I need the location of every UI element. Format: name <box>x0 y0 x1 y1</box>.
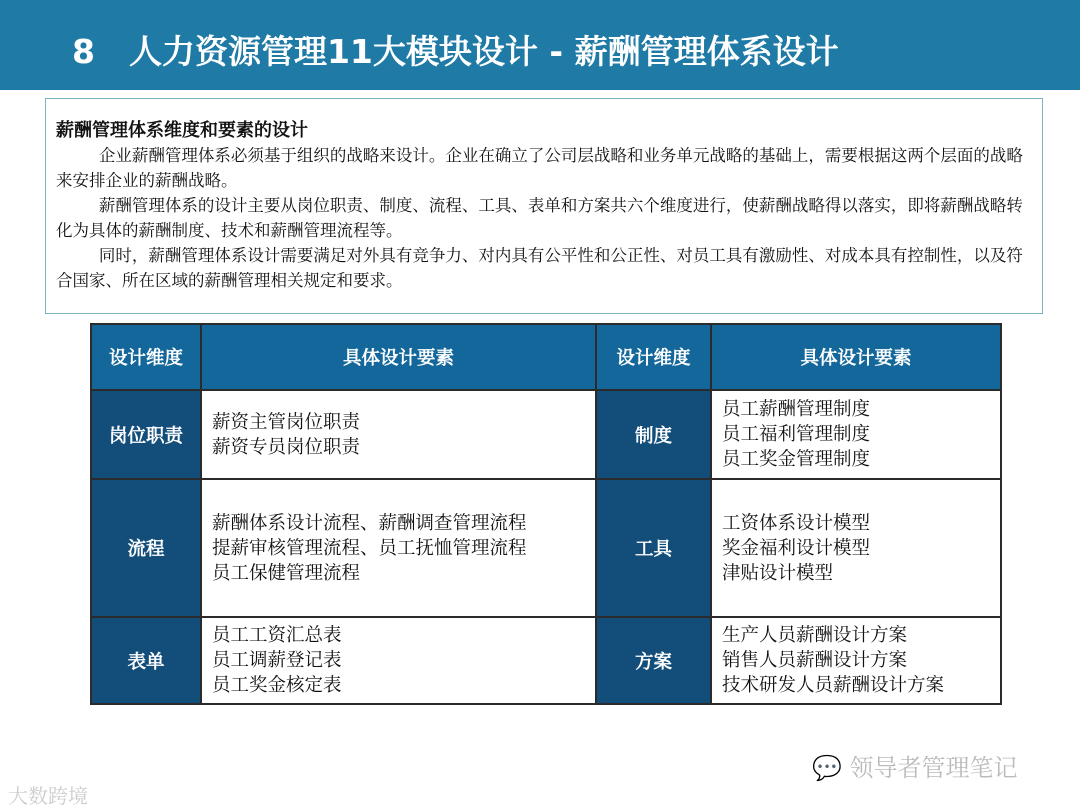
dimension-cell: 表单 <box>91 617 201 704</box>
intro-paragraph: 薪酬管理体系的设计主要从岗位职责、制度、流程、工具、表单和方案共六个维度进行，使薪酬战略得以落实，即将薪酬战略转化为具体的薪酬制度、技术和薪酬管理流程等。 <box>56 196 1023 240</box>
intro-paragraph: 同时，薪酬管理体系设计需要满足对外具有竞争力、对内具有公平性和公正性、对员工具有激励性、对成本具有控制性，以及符合国家、所在区域的薪酬管理相关规定和要求。 <box>56 246 1023 290</box>
elements-cell: 工资体系设计模型 奖金福利设计模型 津贴设计模型 <box>711 479 1001 617</box>
elements-cell: 员工薪酬管理制度 员工福利管理制度 员工奖金管理制度 <box>711 390 1001 479</box>
dimension-cell: 方案 <box>596 617 711 704</box>
dimension-cell: 流程 <box>91 479 201 617</box>
watermark-text: 大数跨境 <box>8 784 88 808</box>
table-header-row <box>91 324 1001 390</box>
header-cell: 设计维度 <box>91 324 201 390</box>
watermark-text: 领导者管理笔记 <box>849 754 1018 782</box>
intro-heading: 薪酬管理体系维度和要素的设计 <box>56 120 308 141</box>
intro-paragraph: 企业薪酬管理体系必须基于组织的战略来设计。企业在确立了公司层战略和业务单元战略的基础上，需要根据这两个层面的战略来安排企业的薪酬战略。 <box>56 146 1023 190</box>
watermark-left <box>8 780 88 809</box>
watermark-right <box>812 748 1018 783</box>
elements-cell: 薪酬体系设计流程、薪酬调查管理流程 提薪审核管理流程、员工抚恤管理流程 员工保健管理流程 <box>201 479 596 617</box>
header-cell: 具体设计要素 <box>711 324 1001 390</box>
table-row <box>91 479 1001 617</box>
header-cell: 具体设计要素 <box>201 324 596 390</box>
slide-number: 8 <box>72 32 95 71</box>
page-title <box>72 26 839 73</box>
title-text: 人力资源管理11大模块设计 - 薪酬管理体系设计 <box>128 32 839 71</box>
wechat-icon: 💬 <box>812 754 842 782</box>
elements-cell: 薪资主管岗位职责 薪资专员岗位职责 <box>201 390 596 479</box>
dimension-table <box>90 323 1002 705</box>
dimension-cell: 制度 <box>596 390 711 479</box>
elements-cell: 生产人员薪酬设计方案 销售人员薪酬设计方案 技术研发人员薪酬设计方案 <box>711 617 1001 704</box>
dimension-cell: 岗位职责 <box>91 390 201 479</box>
intro-box <box>45 98 1043 314</box>
table-row <box>91 390 1001 479</box>
elements-cell: 员工工资汇总表 员工调薪登记表 员工奖金核定表 <box>201 617 596 704</box>
dimension-cell: 工具 <box>596 479 711 617</box>
header-cell: 设计维度 <box>596 324 711 390</box>
title-bar <box>0 0 1080 90</box>
table-row <box>91 617 1001 704</box>
